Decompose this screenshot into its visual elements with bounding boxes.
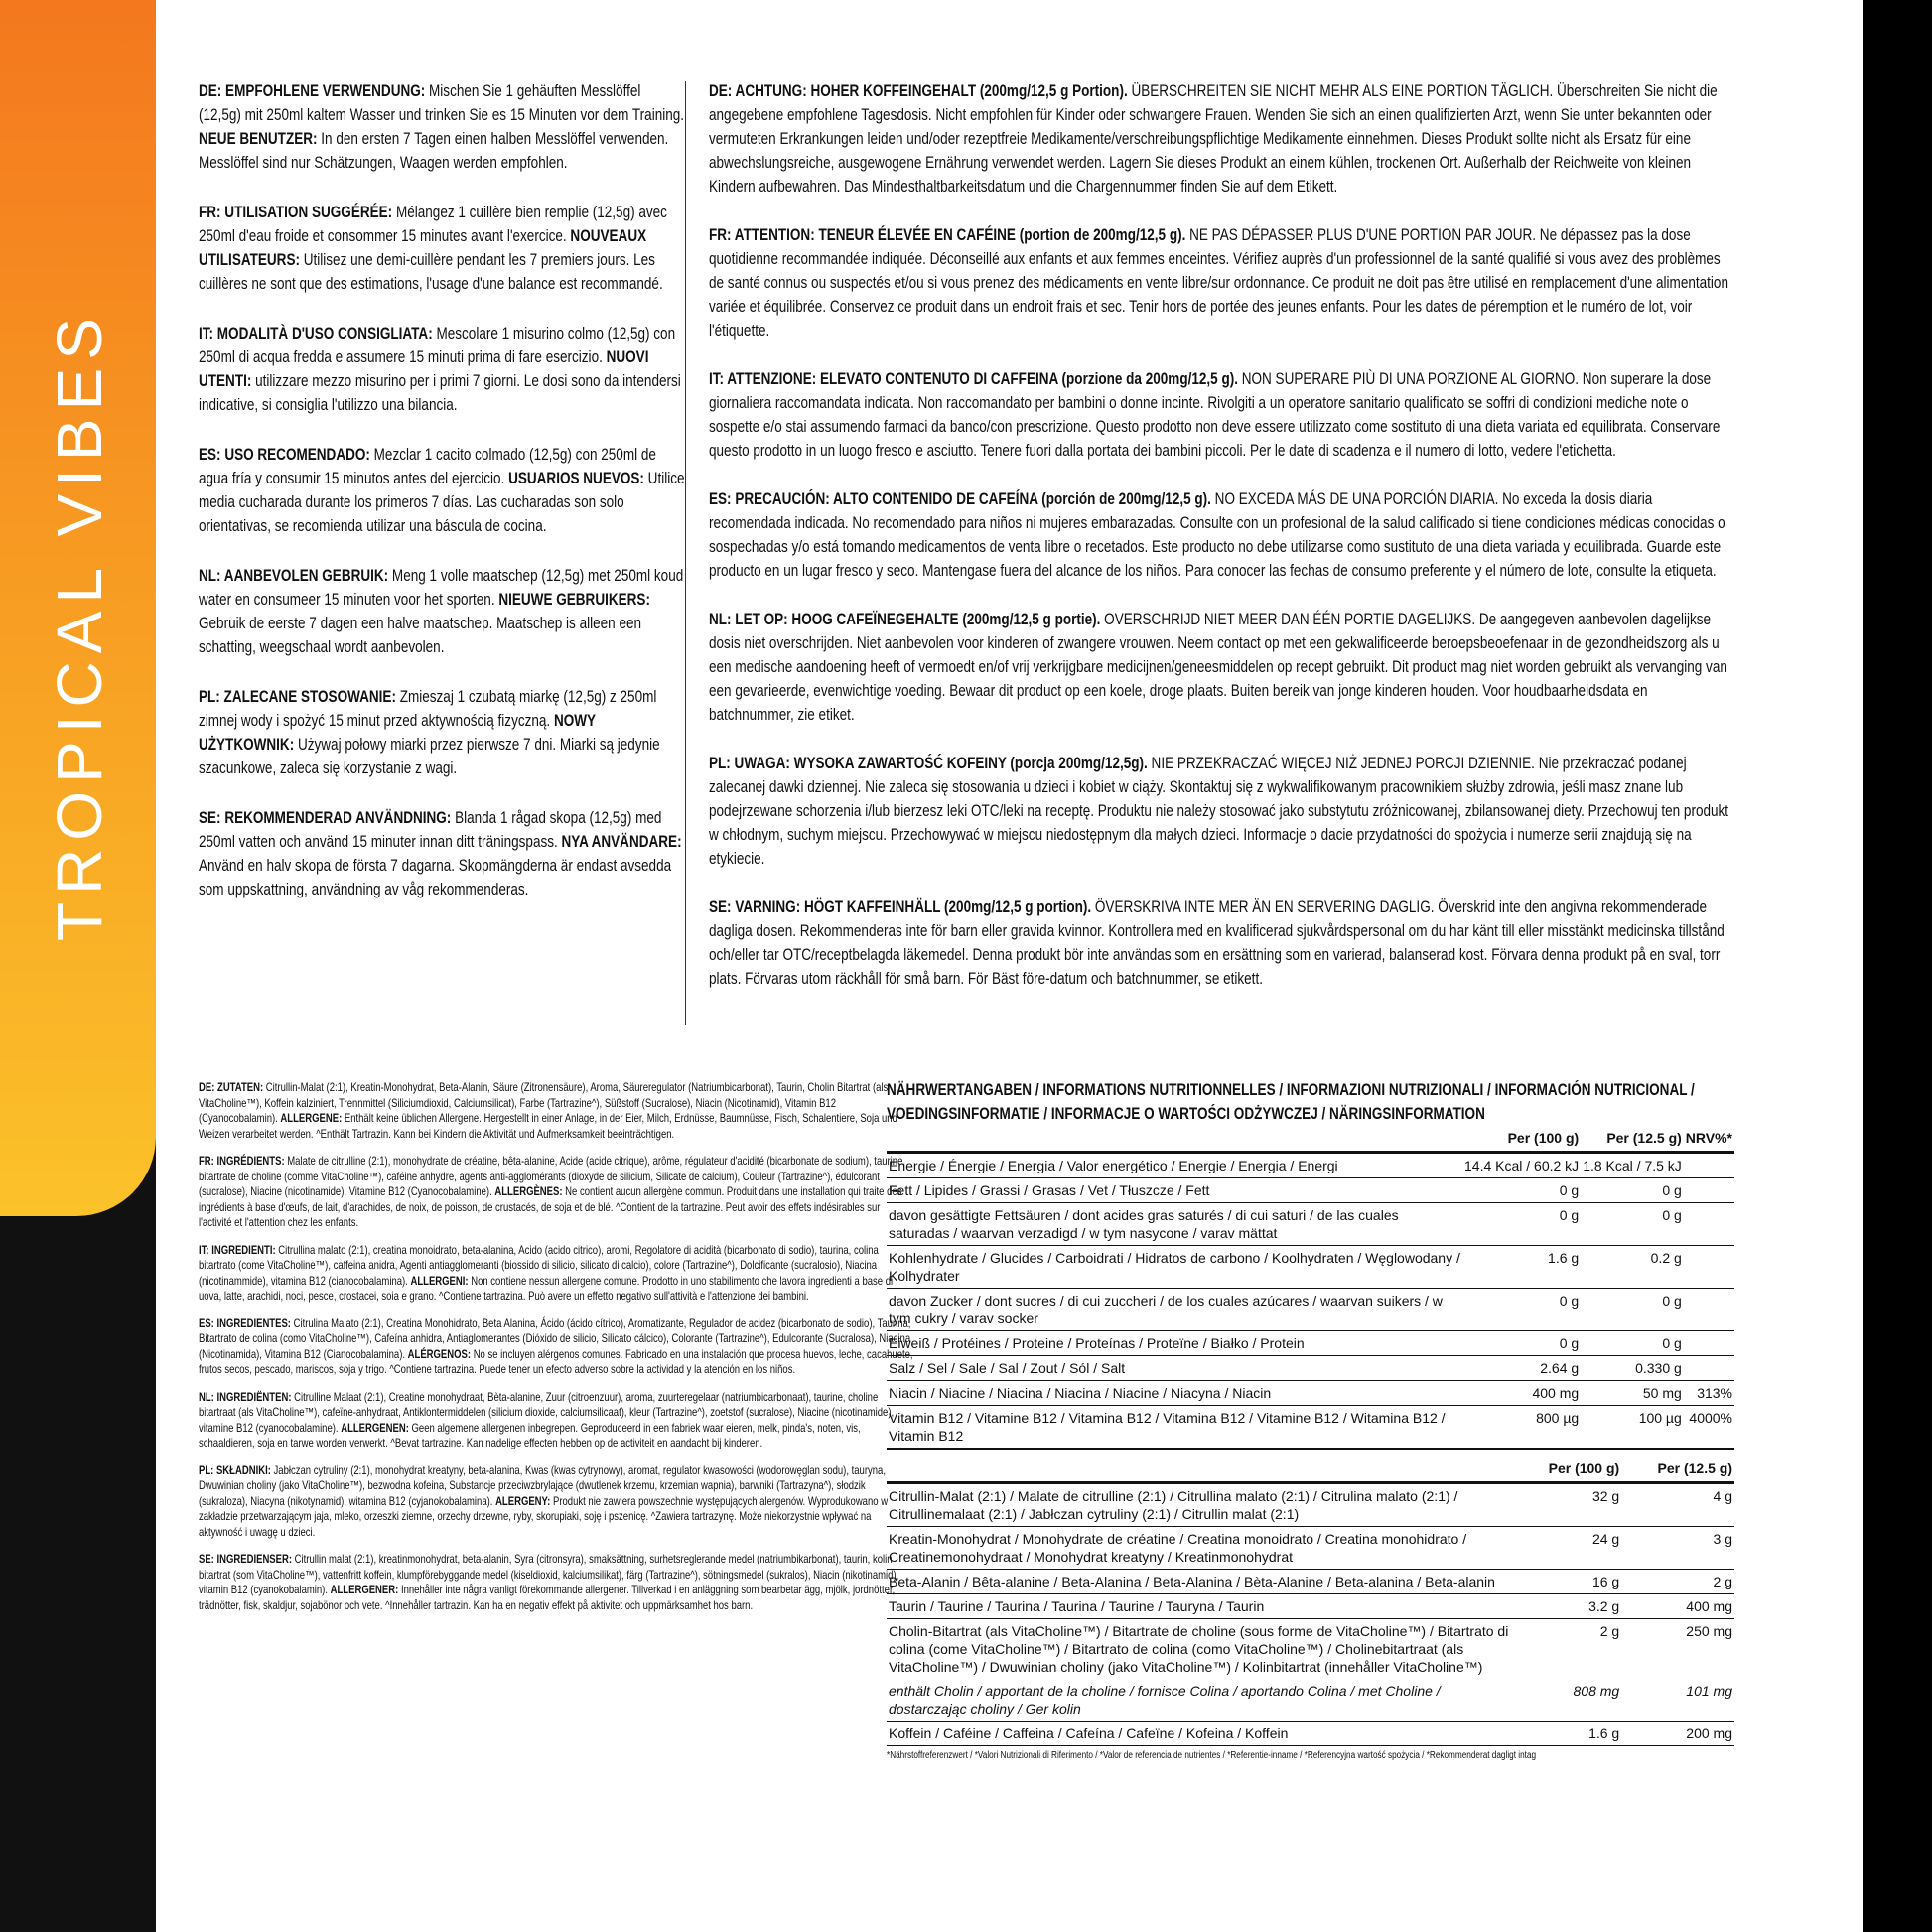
active-per100: 2 g <box>1599 1623 1620 1639</box>
usage-paragraph-lead2: NUOVI UTENTI: <box>199 348 649 390</box>
nutrient-per125: 0.2 g <box>1581 1246 1684 1289</box>
nutrition-panel <box>887 1078 1734 1761</box>
ingredients-paragraph-text: Citrullin malat (2:1), kreatinmonohydrat, beta-alanin, Syra (citronsyra), smaksättning, surhetsreglerande medel (natriumbikarbonat), taurin, kolin bitartrat (som VitaCholine™), vattenfritt koffein, klumpförebyggande medel (kiseldioxid, kalciumsilikat), färg (Tartrazine^), sötningsmedel (sukralos), Niacin (nikotinamid), vitamin B12 (cyanokobalamin). <box>199 1553 899 1596</box>
brand-name: TROPICAL VIBES <box>44 310 115 941</box>
nutrient-nrv <box>1684 1178 1734 1203</box>
usage-paragraph-text2: Używaj połowy miarki przez pierwsze 7 dni. Miarki są jedynie szacunkowe, zaleca się korzystanie z wagi. <box>199 736 660 777</box>
nutrition-row <box>887 1153 1734 1178</box>
nutrient-per125: 100 µg <box>1581 1406 1684 1449</box>
usage-paragraph-text2: Gebruik de eerste 7 dagen een halve maatschep. Maatschep is alleen een schatting, weegschaal wordt aanbevolen. <box>199 615 642 656</box>
nutrient-nrv <box>1684 1246 1734 1289</box>
header-per100: Per (100 g) <box>1514 1456 1621 1483</box>
actives-header-row <box>887 1456 1734 1483</box>
active-per125: 4 g <box>1621 1483 1734 1527</box>
active-per125: 2 g <box>1621 1570 1734 1594</box>
nutrient-label: Fett / Lipides / Grassi / Grasas / Vet / Tłuszcze / Fett <box>887 1178 1462 1203</box>
usage-paragraph-lead: ES: USO RECOMENDADO: <box>199 446 370 464</box>
usage-paragraph-lead: IT: MODALITÀ D'USO CONSIGLIATA: <box>199 325 433 343</box>
usage-paragraph-lead: PL: ZALECANE STOSOWANIE: <box>199 688 396 706</box>
ingredients-paragraph-text: Citrulina Malato (2:1), Creatina Monohidrato, Beta Alanina, Ácido (ácido cítrico), Aromatizante, Regulador de acidez (bicarbonato de sodio), Taurina, Bitartrato de colina (como VitaCholine™), Cafeína anhidra, Antiaglomerantes (Dióxido de silicio, Silicato cálcico), Colorante (Tartrazine^), Edulcorante (Sucralosa), Niacina (Nicotinamida), Vitamina B12 (Cianocobalamina). <box>199 1316 911 1361</box>
actives-table <box>887 1456 1734 1746</box>
active-label: Cholin-Bitartrat (als VitaCholine™) / Bitartrate de choline (sous forme de VitaCholine™) / Bitartrato di colina (come VitaCholine™) / Bitartrato de colina (como VitaCholine™) / Cholinebitartraat (als VitaCholine™) / Dwuwinian choliny (jako VitaCholine™) / Kolinbitartrat (innehåller VitaCholine™) <box>889 1623 1509 1675</box>
active-per125: 250 mg <box>1686 1623 1732 1639</box>
nutrient-label: Salz / Sel / Sale / Sal / Zout / Sól / Salt <box>887 1356 1462 1381</box>
active-label: Beta-Alanin / Bêta-alanine / Beta-Alanina / Beta-Alanina / Bèta-Alanine / Beta-alanina / Beta-alanin <box>887 1570 1514 1594</box>
nutrient-per125: 0 g <box>1581 1178 1684 1203</box>
nutrient-per125: 0 g <box>1581 1289 1684 1331</box>
warning-paragraph-lead: ES: PRECAUCIÓN: ALTO CONTENIDO DE CAFEÍNA (porción de 200mg/12,5 g). <box>709 490 1211 508</box>
actives-row <box>887 1570 1734 1594</box>
actives-row <box>887 1483 1734 1527</box>
ingredients-paragraph <box>199 1080 915 1142</box>
ingredients-paragraph <box>199 1154 915 1231</box>
nutrient-per100: 1.6 g <box>1462 1246 1581 1289</box>
header-per125: Per (12.5 g) <box>1621 1456 1734 1483</box>
header-nrv: NRV%* <box>1684 1126 1734 1153</box>
nutrient-per100: 0 g <box>1462 1178 1581 1203</box>
nutrition-header-row <box>887 1126 1734 1153</box>
ingredients-paragraph-lead2: ALLERGÈNES: <box>494 1185 563 1198</box>
usage-paragraph-text: Mezclar 1 cacito colmado (12,5g) con 250ml de agua fría y consumir 15 minutos antes del ejercicio. <box>199 446 656 487</box>
usage-paragraph <box>199 201 685 296</box>
ingredients-paragraph-lead: DE: ZUTATEN: <box>199 1081 264 1094</box>
header-label <box>887 1456 1514 1483</box>
actives-row <box>887 1679 1734 1722</box>
usage-paragraph-lead2: NYA ANVÄNDARE: <box>561 833 682 851</box>
usage-paragraph-text2: utilizzare mezzo misurino per i primi 7 giorni. Le dosi sono da intendersi indicative, si consiglia l'utilizzo una bilancia. <box>199 372 681 414</box>
right-band <box>1863 0 1932 1932</box>
nutrition-title: NÄHRWERTANGABEN / INFORMATIONS NUTRITIONNELLES / INFORMAZIONI NUTRIZIONALI / INFORMACIÓN NUTRICIONAL / VOEDINGSINFORMATIE / INFORMACJE O WARTOŚCI ODŻYWCZEJ / NÄRINGSINFORMATION <box>887 1081 1695 1123</box>
active-per125: 200 mg <box>1621 1722 1734 1746</box>
ingredients-paragraph-text2: Non contiene nessun allergene comune. Prodotto in uno stabilimento che lavora ingredienti a base di uova, latte, arachidi, noci, pesce, crostacei, soia e grano. ^Contiene tartrazina. Può avere un effetto negativo sull'attività e l'attenzione dei bambini. <box>199 1274 894 1303</box>
actives-row <box>887 1722 1734 1746</box>
ingredients-paragraph-lead2: ALLERGENI: <box>410 1274 469 1288</box>
usage-paragraph-lead: SE: REKOMMENDERAD ANVÄNDNING: <box>199 809 452 827</box>
ingredients-paragraph-lead2: ALLERGENER: <box>330 1584 399 1596</box>
usage-paragraph <box>199 685 685 780</box>
ingredients-paragraph <box>199 1390 915 1451</box>
ingredients-paragraph <box>199 1463 915 1541</box>
nutrient-label: Eiweiß / Protéines / Proteine / Proteínas / Proteïne / Białko / Protein <box>887 1331 1462 1356</box>
warning-paragraph <box>709 608 1734 727</box>
active-per100: 1.6 g <box>1514 1722 1621 1746</box>
ingredients-paragraph-text2: Innehåller inte några vanligt förekommande allergener. Tillverkad i en anläggning som bearbetar ägg, mjölk, jordnötter, trädnötter, fisk, skaldjur, sojabönor och vete. ^Innehåller tartrazin. Kan ha en negativ effekt på aktivitet och uppmärksamhet hos barn. <box>199 1584 896 1612</box>
warning-paragraph-text: NON SUPERARE PIÙ DI UNA PORZIONE AL GIORNO. Non superare la dose giornaliera raccomandata indicata. Non raccomandato per bambini o donne incinte. Rivolgiti a un operatore sanitario qualificato se soffri di condizioni mediche note o sospette e/o stai assumendo farmaci da banco/con prescrizione. Questo prodotto non deve essere utilizzato come sostituto di una dieta variata ed equilibrata. Conservare questo prodotto in un luogo fresco e asciutto. Tenere fuori dalla portata dei bambini piccoli. Per le date di scadenza e il numero di lotto, vedere l'etichetta. <box>709 370 1721 460</box>
ingredients-paragraph-lead: PL: SKŁADNIKI: <box>199 1463 271 1477</box>
usage-paragraph-text: Meng 1 volle maatschep (12,5g) met 250ml koud water en consumeer 15 minuten voor het sporten. <box>199 567 684 609</box>
nutrient-per100: 0 g <box>1462 1203 1581 1246</box>
ingredients-paragraph <box>199 1552 915 1613</box>
ingredients-section <box>199 1080 915 1625</box>
ingredients-paragraph <box>199 1243 915 1305</box>
usage-paragraph-text2: Utilisez une demi-cuillère pendant les 7 premiers jours. Les cuillères ne sont que des estimations, l'usage d'une balance est recommandé. <box>199 251 663 293</box>
warning-paragraph <box>709 752 1734 871</box>
usage-paragraph-text2: In den ersten 7 Tagen einen halben Messlöffel verwenden. Messlöffel sind nur Schätzungen, Waagen werden empfohlen. <box>199 130 669 172</box>
ingredients-paragraph-text2: No se incluyen alérgenos comunes. Fabricado en una instalación que procesa huevos, leche, cacahuete, frutos secos, pescado, mariscos, soja y trigo. ^Contiene tartrazina. Puede tener un efecto adverso sobre la actividad y la atención en los niños. <box>199 1347 913 1376</box>
usage-paragraph <box>199 79 685 175</box>
warnings-section <box>709 79 1734 1016</box>
nutrient-per125: 0 g <box>1581 1331 1684 1356</box>
usage-paragraph <box>199 322 685 417</box>
active-per125: 101 mg <box>1621 1679 1734 1722</box>
nutrient-nrv <box>1684 1331 1734 1356</box>
nutrient-label: Kohlenhydrate / Glucides / Carboidrati / Hidratos de carbono / Koolhydraten / Węglowodany / Kolhydrater <box>887 1246 1462 1289</box>
nutrient-label: Vitamin B12 / Vitamine B12 / Vitamina B12 / Vitamina B12 / Vitamine B12 / Witamina B12 / Vitamin B12 <box>887 1406 1462 1449</box>
usage-paragraph-lead: NL: AANBEVOLEN GEBRUIK: <box>199 567 389 585</box>
ingredients-paragraph-text2: Enthält keine üblichen Allergene. Hergestellt in einer Anlage, in der Eier, Milch, Erdnüsse, Baumnüsse, Fisch, Schalentiere, Soja und Weizen verarbeitet werden. ^Enthält Tartrazin. Kann bei Kindern die Aktivität und Aufmerksamkeit beeinträchtigen. <box>199 1112 897 1141</box>
header-per100: Per (100 g) <box>1462 1126 1581 1153</box>
ingredients-paragraph-lead: SE: INGREDIENSER: <box>199 1553 293 1566</box>
nutrient-label: Energie / Énergie / Energia / Valor energético / Energie / Energia / Energi <box>887 1153 1462 1178</box>
active-label: Koffein / Caféine / Caffeina / Cafeína / Cafeïne / Kofeina / Koffein <box>887 1722 1514 1746</box>
usage-paragraph-lead2: NIEUWE GEBRUIKERS: <box>498 591 650 609</box>
active-label: Kreatin-Monohydrat / Monohydrate de créatine / Creatina monoidrato / Creatina monohidrato / Creatinemonohydraat / Monohydrat kreatyny / Kreatinmonohydrat <box>887 1527 1514 1570</box>
usage-paragraph-text: Mescolare 1 misurino colmo (12,5g) con 250ml di acqua fredda e assumere 15 minuti prima di fare esercizio. <box>199 325 676 366</box>
nutrition-table <box>887 1126 1734 1450</box>
active-per100: 3.2 g <box>1514 1594 1621 1619</box>
warning-paragraph-lead: FR: ATTENTION: TENEUR ÉLEVÉE EN CAFÉINE (portion de 200mg/12,5 g). <box>709 226 1186 244</box>
usage-paragraph-text: Mischen Sie 1 gehäuften Messlöffel (12,5g) mit 250ml kaltem Wasser und trinken Sie es 15 Minuten vor dem Training. <box>199 82 685 124</box>
warning-paragraph-lead: IT: ATTENZIONE: ELEVATO CONTENUTO DI CAFFEINA (porzione da 200mg/12,5 g). <box>709 370 1238 388</box>
active-label: Citrullin-Malat (2:1) / Malate de citrulline (2:1) / Citrullina malato (2:1) / Citrulina malato (2:1) / Citrullinemalaat (2:1) / Jabłczan cytruliny (2:1) / Citrullin malat (2:1) <box>887 1483 1514 1527</box>
nutrition-footnote: *Nährstoffreferenzwert / *Valori Nutrizionali di Riferimento / *Valor de referencia de nutrientes / *Referentie-inname / *Referencyjna wartość spożycia / *Rekommenderat dagligt intag <box>887 1750 1537 1761</box>
usage-paragraph-lead2: NOUVEAUX UTILISATEURS: <box>199 227 647 269</box>
ingredients-paragraph-lead2: ALLERGENEN: <box>341 1421 409 1435</box>
nutrient-per100: 14.4 Kcal / 60.2 kJ <box>1462 1153 1581 1178</box>
nutrient-label: davon gesättigte Fettsäuren / dont acides gras saturés / di cui saturi / de las cuales saturadas / waarvan verzadigd / w tym nasycone / varav mättat <box>887 1203 1462 1246</box>
ingredients-paragraph-lead2: ALLERGENE: <box>280 1112 343 1125</box>
active-per100: 24 g <box>1514 1527 1621 1570</box>
nutrient-nrv <box>1684 1289 1734 1331</box>
nutrition-row <box>887 1406 1734 1449</box>
active-per100: 16 g <box>1514 1570 1621 1594</box>
ingredients-paragraph-lead: IT: INGREDIENTI: <box>199 1243 276 1257</box>
warning-paragraph <box>709 487 1734 583</box>
ingredients-paragraph-lead: FR: INGRÉDIENTS: <box>199 1155 285 1168</box>
usage-paragraph-lead2: NEUE BENUTZER: <box>199 130 318 148</box>
warning-paragraph <box>709 896 1734 991</box>
usage-paragraph-lead: FR: UTILISATION SUGGÉRÉE: <box>199 204 393 221</box>
usage-paragraph <box>199 564 685 659</box>
header-per125: Per (12.5 g) <box>1581 1126 1684 1153</box>
usage-paragraph <box>199 806 685 901</box>
ingredients-paragraph-text2: Geen algemene allergenen inbegrepen. Geproduceerd in een fabriek waar eieren, melk, pinda's, noten, vis, schaaldieren, soja en tarwe worden verwerkt. ^Bevat tartrazine. Kan nadelige effecten hebben op de activiteit en aandacht bij kinderen. <box>199 1421 861 1449</box>
nutrition-row <box>887 1203 1734 1246</box>
nutrition-row <box>887 1178 1734 1203</box>
ingredients-paragraph <box>199 1316 915 1378</box>
usage-paragraph-text2: Använd en halv skopa de första 7 dagarna. Skopmängderna är endast avsedda som uppskattning, användning av våg rekommenderas. <box>199 857 672 898</box>
warning-paragraph-text: NE PAS DÉPASSER PLUS D'UNE PORTION PAR JOUR. Ne dépassez pas la dose quotidienne recommandée indiquée. Déconseillé aux enfants et aux femmes enceintes. Vérifiez auprès d'un professionnel de la santé qualifié si vous avez des problèmes de santé connus ou suspectés et/ou si vous prenez des médicaments en vente libre/sur ordonnance. Ce produit ne doit pas être utilisé en remplacement d'une alimentation variée et équilibrée. Conservez ce produit dans un endroit frais et sec. Tenir hors de portée des jeunes enfants. Pour les dates de péremption et le numéro de lot, voir l'étiquette. <box>709 226 1728 340</box>
warning-paragraph-lead: SE: VARNING: HÖGT KAFFEINHÄLL (200mg/12,5 g portion). <box>709 898 1092 916</box>
warning-paragraph-lead: PL: UWAGA: WYSOKA ZAWARTOŚĆ KOFEINY (porcja 200mg/12,5g). <box>709 755 1148 772</box>
left-band <box>0 0 156 1932</box>
ingredients-paragraph-lead: ES: INGREDIENTES: <box>199 1316 291 1330</box>
warning-paragraph <box>709 79 1734 199</box>
nutrient-per100: 0 g <box>1462 1289 1581 1331</box>
nutrient-nrv <box>1684 1356 1734 1381</box>
ingredients-paragraph-text2: Ne contient aucun allergène commun. Produit dans une installation qui traite des ingrédients à base d'œufs, de lait, d'arachides, de noix, de poisson, de crustacés, de soja et de blé. ^Contient de la tartrazine. Peut avoir des effets indésirables sur l'activité et l'attention chez les enfants. <box>199 1185 902 1229</box>
ingredients-paragraph-text2: Produkt nie zawiera powszechnie występujących alergenów. Wyprodukowano w zakładzie przetwarzającym jaja, mleko, orzeszki ziemne, orzechy drzewne, ryby, skorupiaki, soję i pszenicę. ^Zawiera tartrazynę. Może niekorzystnie wpływać na aktywność i uwagę u dzieci. <box>199 1494 889 1539</box>
ingredients-paragraph-lead2: ALERGENY: <box>495 1494 551 1508</box>
usage-paragraph <box>199 443 685 538</box>
nutrient-per100: 800 µg <box>1462 1406 1581 1449</box>
warning-paragraph-text: NIE PRZEKRACZAĆ WIĘCEJ NIŻ JEDNEJ PORCJI DZIENNIE. Nie przekraczać podanej zalecanej dawki dziennej. Nie zaleca się stosowania u dzieci i kobiet w ciąży. Skontaktuj się z wykwalifikowanym pracownikiem służby zdrowia, jeśli masz znane lub podejrzewane schorzenia i/lub bierzesz leki OTC/leki na receptę. Produktu nie należy stosować jako substytutu zróżnicowanej, zbilansowanej diety. Przechowuj ten produkt w chłodnym, suchym miejscu. Przechowywać w miejscu niedostępnym dla małych dzieci. Informacje o dacie przydatności do spożycia i numerze serii znajdują się na etykiecie. <box>709 755 1729 868</box>
header-label <box>887 1126 1462 1153</box>
active-per125: 400 mg <box>1621 1594 1734 1619</box>
nutrient-nrv <box>1684 1203 1734 1246</box>
actives-row <box>887 1527 1734 1570</box>
warning-paragraph <box>709 223 1734 343</box>
nutrition-row <box>887 1331 1734 1356</box>
usage-paragraph-lead2: NOWY UŻYTKOWNIK: <box>199 712 596 754</box>
nutrient-nrv: 313% <box>1684 1381 1734 1406</box>
nutrient-per125: 1.8 Kcal / 7.5 kJ <box>1581 1153 1684 1178</box>
nutrient-label: davon Zucker / dont sucres / di cui zuccheri / de los cuales azúcares / waarvan suikers / w tym cukry / varav socker <box>887 1289 1462 1331</box>
nutrient-label: Niacin / Niacine / Niacina / Niacina / Niacine / Niacyna / Niacin <box>887 1381 1462 1406</box>
warning-paragraph-text: ÖVERSKRIVA INTE MER ÄN EN SERVERING DAGLIG. Överskrid inte den angivna rekommenderade dagliga dosen. Rekommenderas inte för barn eller gravida kvinnor. Kontrollera med en kvalificerad sjukvårdspersonal om du har känt till eller misstänkt medicinska tillstånd och/eller tar OTC/receptbelagda läkemedel. Denna produkt bör inte användas som en ersättning som en varierad, balanserad kost. Förvara denna produkt på en sval, torr plats. Förvaras utom räckhåll för små barn. För Bäst före-datum och batchnummer, se etikett. <box>709 898 1725 988</box>
warning-paragraph-lead: NL: LET OP: HOOG CAFEÏNEGEHALTE (200mg/12,5 g portie). <box>709 611 1101 628</box>
nutrition-row <box>887 1246 1734 1289</box>
ingredients-paragraph-text: Citrullina malato (2:1), creatina monoidrato, beta-alanina, Acido (acido citrico), aromi, Regolatore di acidità (bicarbonato di sodio), taurina, colina bitartrato (come VitaCholine™), caffeina anidra, Agenti antiagglomeranti (biossido di silicio, silicato di calcio), colore (Tartrazine^), Dolcificante (sucralosio), Niacina (nicotinammide), vitamina B12 (cianocobalamina). <box>199 1243 879 1288</box>
nutrient-nrv <box>1684 1153 1734 1178</box>
nutrient-per100: 0 g <box>1462 1331 1581 1356</box>
nutrition-row <box>887 1289 1734 1331</box>
ingredients-paragraph-lead2: ALÉRGENOS: <box>407 1347 472 1361</box>
usage-paragraph-lead: DE: EMPFOHLENE VERWENDUNG: <box>199 82 426 100</box>
usage-paragraph-text: Mélangez 1 cuillère bien remplie (12,5g) avec 250ml d'eau froide et consommer 15 minutes avant l'exercice. <box>199 204 667 245</box>
nutrient-per125: 50 mg <box>1581 1381 1684 1406</box>
ingredients-paragraph-text: Citrullin-Malat (2:1), Kreatin-Monohydrat, Beta-Alanin, Säure (Zitronensäure), Aroma, Säureregulator (Natriumbicarbonat), Taurin, Cholin Bitartrat (als VitaCholine™), Koffein kalziniert, Trennmittel (Siliciumdioxid, Calciumsilicat), Farbe (Tartrazine^), Süßstoff (Sucralose), Niacin (Nicotinamid), Vitamin B12 (Cyanocobalamin). <box>199 1081 889 1125</box>
warning-paragraph-text: OVERSCHRIJD NIET MEER DAN ÉÉN PORTIE DAGELIJKS. De aangegeven aanbevolen dagelijkse dosis niet overschrijden. Niet aanbevolen voor kinderen of zwangere vrouwen. Neem contact op met een gekwalificeerde beroepsbeoefenaar in de gezondheidszorg als u een medische aandoening heeft of vermoedt en/of vrij verkrijgbare medicijnen/geneesmiddelen op recept gebruikt. Dit product mag niet worden gebruikt als vervanging van een gevarieerde, evenwichtige voeding. Bewaar dit product op een koele, droge plaats. Buiten bereik van jonge kinderen houden. Voor houdbaarheidsdata en batchnummer, zie etiket. <box>709 611 1727 724</box>
ingredients-paragraph-text: Malate de citrulline (2:1), monohydrate de créatine, bêta-alanine, Acide (acide citrique), arôme, régulateur d'acidité (bicarbonate de sodium), taurine, bitartrate de choline (comme VitaCholine™), caféine anhydre, agents anti-agglomérants (dioxyde de silicium, Silicate de calcium), Couleur (Tartrazine^), édulcorant (sucralose), Niacine (nicotinamide), Vitamine B12 (Cyanocobalamine). <box>199 1155 906 1198</box>
usage-paragraph-lead2: USUARIOS NUEVOS: <box>508 470 644 487</box>
warning-paragraph-text: NO EXCEDA MÁS DE UNA PORCIÓN DIARIA. No exceda la dosis diaria recomendada indicada. No recomendado para niños ni mujeres embarazadas. Consulte con un profesional de la salud calificado si tiene condiciones médicas conocidas o sospechadas y/o está tomando medicamentos de venta libre o recetados. Este producto no debe utilizarse como sustituto de una dieta variada y equilibrada. Guarde este producto en un lugar fresco y seco. Mantengase fuera del alcance de los niños. Para conocer las fechas de consumo preferente y el número de lote, consulte la etiqueta. <box>709 490 1725 580</box>
warning-paragraph-lead: DE: ACHTUNG: HOHER KOFFEINGEHALT (200mg/12,5 g Portion). <box>709 82 1128 100</box>
nutrition-row <box>887 1381 1734 1406</box>
nutrient-per125: 0.330 g <box>1581 1356 1684 1381</box>
usage-paragraph-text: Zmieszaj 1 czubatą miarkę (12,5g) z 250ml zimnej wody i spożyć 15 minut przed aktywnością fizyczną. <box>199 688 657 730</box>
ingredients-paragraph-text: Citrulline Malaat (2:1), Creatine monohydraat, Bèta-alanine, Zuur (citroenzuur), aroma, zuurteregelaar (natriumbicarbonaat), taurine, choline bitartraat (als VitaCholine™), cafeïne-anhydraat, Antiklontermiddelen (silicium dioxide, calciumsilicaat), kleur (Tartrazine^), zoetstof (sucralose), Niacine (nicotinamide), vitamine B12 (cyanocobalamine). <box>199 1390 895 1435</box>
actives-row <box>887 1619 1734 1680</box>
nutrient-per100: 400 mg <box>1462 1381 1581 1406</box>
usage-paragraph-text: Blanda 1 rågad skopa (12,5g) med 250ml vatten och använd 15 minuter innan ditt träningspass. <box>199 809 662 851</box>
warning-paragraph <box>709 367 1734 463</box>
active-per100: 32 g <box>1514 1483 1621 1527</box>
nutrition-row <box>887 1356 1734 1381</box>
usage-paragraph-text2: Utilice media cucharada durante los primeros 7 días. Las cucharadas son solo orientativas, se recomienda utilizar una báscula de cocina. <box>199 470 685 535</box>
ingredients-paragraph-lead: NL: INGREDIËNTEN: <box>199 1390 292 1404</box>
actives-row <box>887 1594 1734 1619</box>
active-per125: 3 g <box>1621 1527 1734 1570</box>
active-per100: 808 mg <box>1514 1679 1621 1722</box>
active-label: Taurin / Taurine / Taurina / Taurina / Taurine / Tauryna / Taurin <box>887 1594 1514 1619</box>
nutrient-nrv: 4000% <box>1684 1406 1734 1449</box>
active-label: enthält Cholin / apportant de la choline / fornisce Colina / aportando Colina / met Choline / dostarczając choliny / Ger kolin <box>887 1679 1514 1722</box>
nutrient-per125: 0 g <box>1581 1203 1684 1246</box>
column-divider <box>685 81 686 1025</box>
nutrient-per100: 2.64 g <box>1462 1356 1581 1381</box>
usage-section <box>199 79 685 927</box>
warning-paragraph-text: ÜBERSCHREITEN SIE NICHT MEHR ALS EINE PORTION TÄGLICH. Überschreiten Sie nicht die angegebene empfohlene Tagesdosis. Nicht empfohlen für Kinder oder schwangere Frauen. Wenden Sie sich an einen qualifizierten Arzt, wenn Sie unter bekannten oder vermuteten Erkrankungen leiden und/oder rezeptfreie Medikamente/verschreibungspflichtige Medikamente einnehmen. Dieses Produkt sollte nicht als Ersatz für eine abwechslungsreiche, ausgewogene Ernährung verwendet werden. Lagern Sie dieses Produkt an einem kühlen, trockenen Ort. Außerhalb der Reichweite von kleinen Kindern aufbewahren. Das Mindesthaltbarkeitsdatum und die Chargennummer finden Sie auf dem Etikett. <box>709 82 1718 196</box>
ingredients-paragraph-text: Jabłczan cytruliny (2:1), monohydrat kreatyny, beta-alanina, Kwas (kwas cytrynowy), aromat, regulator kwasowości (wodorowęglan sodu), tauryna, Dwuwinian choliny (jako VitaCholine™), bezwodna kofeina, Substancje przeciwzbrylające (dwutlenek krzemu, krzemian wapnia), barwniki (Tartrazyna^), słodzik (sukraloza), Niacyna (nikotynamid), witamina B12 (cyjanokobalamina). <box>199 1463 886 1508</box>
